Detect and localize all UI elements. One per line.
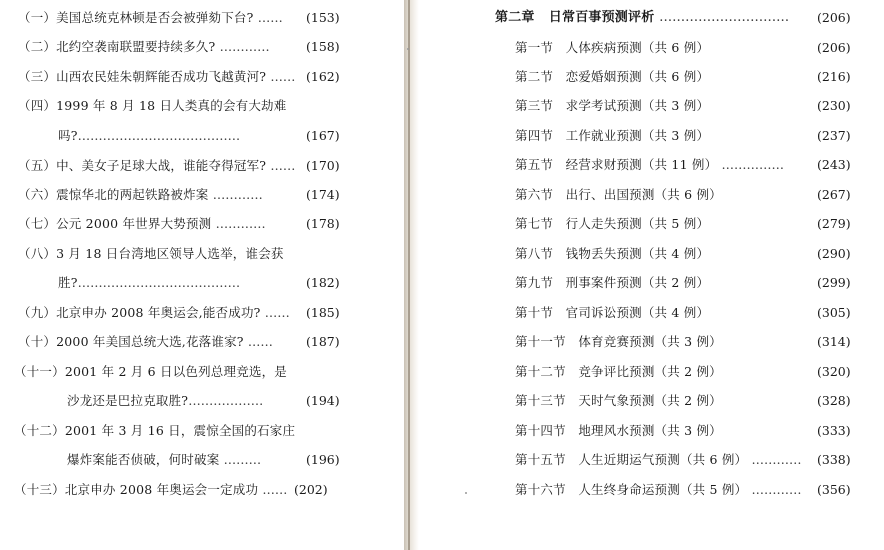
entry-number: （二） [18, 39, 57, 54]
page-number: (174) [306, 187, 340, 202]
entry-title-cont: 吗? [58, 128, 78, 143]
section-label: 第七节 [515, 216, 554, 231]
left-page [0, 0, 404, 550]
section-title: 地理风水预测（共 3 例） [578, 423, 722, 438]
entry-number: （七） [18, 216, 57, 231]
page-number: (267) [817, 187, 851, 202]
gutter-shadow [408, 0, 410, 550]
section-label: 第十三节 [515, 393, 566, 408]
dot-leader: ……………… [188, 393, 264, 408]
section-label: 第四节 [515, 128, 554, 143]
section-title: 刑事案件预测（共 2 例） [565, 275, 710, 290]
section-entry [515, 364, 722, 380]
page-number: (194) [306, 393, 340, 408]
toc-entry [18, 158, 295, 174]
section-title: 求学考试预测（共 3 例） [565, 98, 710, 113]
page-number: (230) [817, 98, 851, 113]
section-entry [515, 275, 709, 291]
section-entry [515, 482, 801, 498]
entry-number: （一） [18, 10, 57, 25]
page-number: (182) [306, 275, 340, 290]
section-label: 第十六节 [515, 482, 566, 497]
section-entry [515, 187, 722, 203]
page-number: (314) [817, 334, 851, 349]
page-number: (162) [306, 69, 340, 84]
entry-title: 北京申办 2008 年奥运会,能否成功? [56, 305, 261, 320]
page-number: (279) [817, 216, 851, 231]
entry-number: （九） [18, 305, 57, 320]
dot-leader: …… [257, 10, 283, 25]
section-entry [515, 334, 722, 350]
scan-speck [407, 48, 409, 50]
toc-entry [18, 187, 263, 203]
section-entry [515, 216, 709, 232]
dot-leader: …… [247, 334, 273, 349]
section-entry [515, 305, 709, 321]
toc-entry [18, 10, 283, 26]
toc-entry-continuation [58, 128, 240, 144]
page-number: (338) [817, 452, 851, 467]
section-entry [515, 157, 784, 173]
section-entry [515, 393, 722, 409]
page-number: (237) [817, 128, 851, 143]
section-entry [515, 423, 722, 439]
section-label: 第十一节 [515, 334, 566, 349]
section-label: 第十五节 [515, 452, 566, 467]
page-number: (158) [306, 39, 340, 54]
dot-leader: ………… [219, 39, 270, 54]
entry-number: （三） [18, 69, 57, 84]
section-title: 官司诉讼预测（共 4 例） [565, 305, 710, 320]
dot-leader: …… [270, 69, 296, 84]
page-number: (216) [817, 69, 851, 84]
section-label: 第一节 [515, 40, 554, 55]
dot-leader: …… [262, 482, 288, 497]
section-title: 人生近期运气预测（共 6 例） [578, 452, 748, 467]
entry-title: 2000 年美国总统大选,花落谁家? [56, 334, 244, 349]
section-entry [515, 40, 709, 56]
dot-leader: ………… [215, 216, 266, 231]
entry-title: 1999 年 8 月 18 日人类真的会有大劫难 [56, 98, 287, 113]
dot-leader: ………………………………… [77, 128, 241, 143]
section-label: 第五节 [515, 157, 554, 172]
page-number: (320) [817, 364, 851, 379]
section-entry [515, 69, 709, 85]
chapter-heading [495, 10, 789, 26]
toc-entry [18, 69, 295, 85]
entry-title: 北京申办 2008 年奥运会一定成功 [64, 482, 259, 497]
page-number: (153) [306, 10, 340, 25]
section-title: 人生终身命运预测（共 5 例） [578, 482, 748, 497]
page-number: (206) [817, 10, 851, 25]
entry-number: （八） [18, 246, 57, 261]
page-number: (206) [817, 40, 851, 55]
chapter-label: 第二章 [495, 10, 535, 25]
page-number: (290) [817, 246, 851, 261]
page-number: (178) [306, 216, 340, 231]
section-entry [515, 98, 709, 114]
page-number: (299) [817, 275, 851, 290]
entry-number: （十三） [14, 482, 65, 497]
entry-number: （六） [18, 187, 57, 202]
section-title: 钱物丢失预测（共 4 例） [565, 246, 710, 261]
section-title: 出行、出国预测（共 6 例） [565, 187, 722, 202]
toc-entry [18, 39, 270, 55]
toc-entry [18, 246, 284, 262]
entry-title: 2001 年 3 月 16 日，震惊全国的石家庄 [64, 423, 296, 438]
entry-title: 震惊华北的两起铁路被炸案 [56, 187, 209, 202]
section-entry [515, 128, 709, 144]
page-number: (196) [306, 452, 340, 467]
section-label: 第八节 [515, 246, 554, 261]
section-label: 第六节 [515, 187, 554, 202]
entry-title-cont: 爆炸案能否侦破，何时破案 [67, 452, 220, 467]
book-gutter [404, 0, 419, 550]
dot-leader: ………… [751, 452, 802, 467]
entry-title: 中、美女子足球大战，谁能夺得冠军? [56, 158, 267, 173]
toc-entry [14, 482, 287, 498]
page-number: (333) [817, 423, 851, 438]
dot-leader: ………………………… [659, 10, 790, 25]
section-label: 第十四节 [515, 423, 566, 438]
scan-speck [465, 492, 467, 494]
page-number: (243) [817, 157, 851, 172]
dot-leader: …… [270, 158, 296, 173]
dot-leader: ………………………………… [77, 275, 241, 290]
toc-entry-continuation [67, 452, 261, 468]
page-number: (356) [817, 482, 851, 497]
chapter-title: 日常百事预测评析 [548, 10, 655, 25]
section-title: 工作就业预测（共 3 例） [565, 128, 710, 143]
entry-number: （十二） [14, 423, 65, 438]
section-label: 第十二节 [515, 364, 566, 379]
section-label: 第十节 [515, 305, 554, 320]
toc-entry-continuation [58, 275, 240, 291]
toc-entry [18, 216, 266, 232]
section-title: 恋爱婚姻预测（共 6 例） [565, 69, 710, 84]
section-title: 竞争评比预测（共 2 例） [578, 364, 722, 379]
entry-title-cont: 胜? [58, 275, 78, 290]
entry-title: 3 月 18 日台湾地区领导人选举，谁会获 [56, 246, 284, 261]
entry-title: 2001 年 2 月 6 日以色列总理竞选，是 [64, 364, 287, 379]
section-label: 第二节 [515, 69, 554, 84]
right-page [419, 0, 884, 550]
page-number: (328) [817, 393, 851, 408]
dot-leader: ……… [223, 452, 262, 467]
entry-number: （四） [18, 98, 57, 113]
dot-leader: ………… [751, 482, 802, 497]
toc-entry [18, 305, 290, 321]
entry-number: （十） [18, 334, 57, 349]
section-title: 行人走失预测（共 5 例） [565, 216, 710, 231]
dot-leader: …………… [721, 157, 784, 172]
entry-number: （五） [18, 158, 57, 173]
entry-title: 公元 2000 年世界大势预测 [56, 216, 212, 231]
entry-title: 北约空袭南联盟要持续多久? [56, 39, 216, 54]
entry-title-cont: 沙龙还是巴拉克取胜? [67, 393, 189, 408]
entry-number: （十一） [14, 364, 65, 379]
section-title: 体育竞赛预测（共 3 例） [578, 334, 722, 349]
section-title: 经营求财预测（共 11 例） [565, 157, 718, 172]
page-number: (187) [306, 334, 340, 349]
section-title: 天时气象预测（共 2 例） [578, 393, 722, 408]
section-entry [515, 452, 801, 468]
toc-entry-continuation [67, 393, 263, 409]
page-number: (202) [294, 482, 328, 497]
section-entry [515, 246, 709, 262]
section-label: 第九节 [515, 275, 554, 290]
toc-entry [14, 423, 295, 439]
entry-title: 山西农民娃朱朝辉能否成功飞越黄河? [56, 69, 267, 84]
entry-title: 美国总统克林顿是否会被弹劾下台? [56, 10, 254, 25]
page-number: (167) [306, 128, 340, 143]
page-number: (185) [306, 305, 340, 320]
toc-entry [14, 364, 287, 380]
toc-entry [18, 334, 273, 350]
dot-leader: …… [264, 305, 290, 320]
section-label: 第三节 [515, 98, 554, 113]
section-title: 人体疾病预测（共 6 例） [565, 40, 710, 55]
dot-leader: ………… [212, 187, 263, 202]
page-number: (170) [306, 158, 340, 173]
toc-entry [18, 98, 286, 114]
page-number: (305) [817, 305, 851, 320]
